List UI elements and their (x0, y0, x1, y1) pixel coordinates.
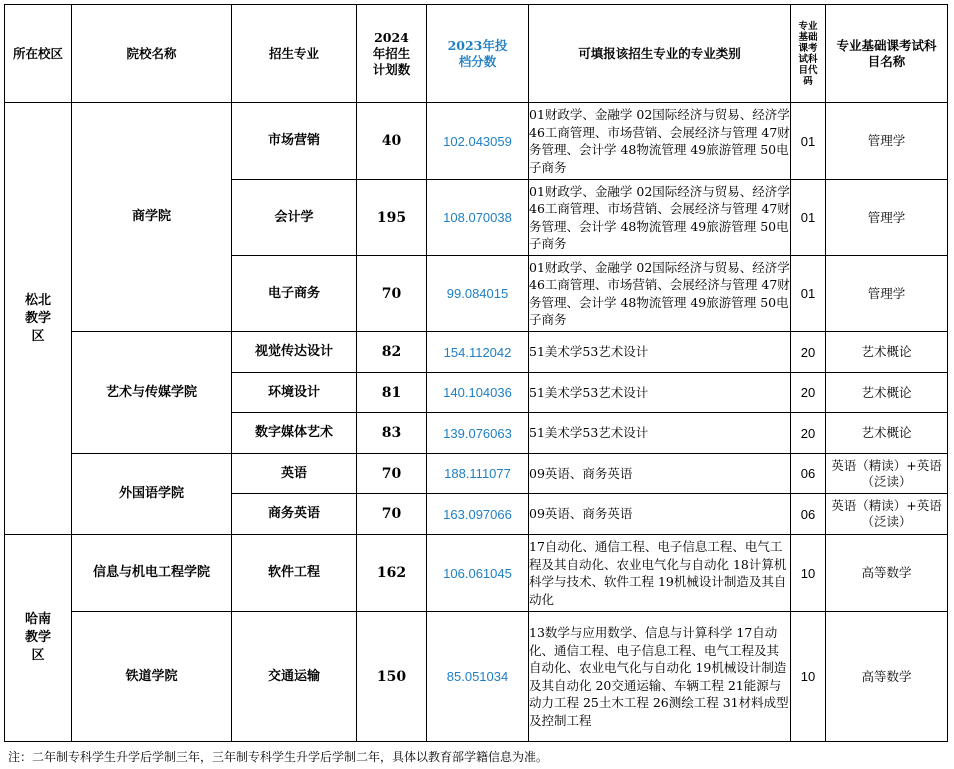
major-cell: 数字媒体艺术 (232, 413, 357, 454)
header-campus: 所在校区 (5, 5, 72, 103)
subject-cell: 高等数学 (826, 535, 948, 612)
header-categories: 可填报该招生专业的专业类别 (529, 5, 791, 103)
plan-cell: 40 (357, 103, 427, 180)
header-plan: 2024年招生计划数 (357, 5, 427, 103)
plan-cell: 81 (357, 373, 427, 413)
categories-cell: 13数学与应用数学、信息与计算科学 17自动化、通信工程、电子信息工程、电气工程及其自动化、农业电气化与自动化 19机械设计制造及其自动化 20交通运输、车辆工程 21能源与动力工程 25土木工程 26测绘工程 31材料成型及控制工程 (529, 612, 791, 742)
college-art: 艺术与传媒学院 (72, 332, 232, 454)
subject-cell: 高等数学 (826, 612, 948, 742)
major-cell: 视觉传达设计 (232, 332, 357, 373)
college-railway: 铁道学院 (72, 612, 232, 742)
categories-cell: 51美术学53艺术设计 (529, 373, 791, 413)
score-cell: 102.043059 (427, 103, 529, 180)
subject-cell: 艺术概论 (826, 373, 948, 413)
header-college: 院校名称 (72, 5, 232, 103)
footnote: 注：二年制专科学生升学后学制三年，三年制专科学生升学后学制二年，具体以教育部学籍信息为准。 (8, 750, 549, 764)
admissions-table (4, 4, 948, 742)
major-cell: 英语 (232, 454, 357, 494)
plan-cell: 83 (357, 413, 427, 454)
header-row (5, 5, 948, 103)
plan-cell: 70 (357, 454, 427, 494)
table-row (5, 103, 948, 180)
categories-cell: 17自动化、通信工程、电子信息工程、电气工程及其自动化、农业电气化与自动化 18计算机科学与技术、软件工程 19机械设计制造及其自动化 (529, 535, 791, 612)
categories-cell: 51美术学53艺术设计 (529, 332, 791, 373)
categories-cell: 01财政学、金融学 02国际经济与贸易、经济学 46工商管理、市场营销、会展经济与管理 47财务管理、会计学 48物流管理 49旅游管理 50电子商务 (529, 256, 791, 332)
campus-songbei: 松北教学区 (5, 103, 72, 535)
major-cell: 会计学 (232, 180, 357, 256)
major-cell: 市场营销 (232, 103, 357, 180)
table-row (5, 332, 948, 373)
subject-cell: 艺术概论 (826, 332, 948, 373)
score-cell: 139.076063 (427, 413, 529, 454)
score-cell: 154.112042 (427, 332, 529, 373)
code-cell: 20 (791, 332, 826, 373)
table-row (5, 612, 948, 742)
major-cell: 软件工程 (232, 535, 357, 612)
code-cell: 20 (791, 373, 826, 413)
categories-cell: 51美术学53艺术设计 (529, 413, 791, 454)
categories-cell: 09英语、商务英语 (529, 494, 791, 535)
score-cell: 188.111077 (427, 454, 529, 494)
plan-cell: 195 (357, 180, 427, 256)
subject-cell: 管理学 (826, 180, 948, 256)
header-score: 2023年投档分数 (427, 5, 529, 103)
college-info: 信息与机电工程学院 (72, 535, 232, 612)
categories-cell: 09英语、商务英语 (529, 454, 791, 494)
college-foreign: 外国语学院 (72, 454, 232, 535)
code-cell: 10 (791, 612, 826, 742)
plan-cell: 82 (357, 332, 427, 373)
subject-cell: 英语（精读）+英语（泛读） (826, 494, 948, 535)
code-cell: 06 (791, 454, 826, 494)
code-cell: 01 (791, 103, 826, 180)
header-subject: 专业基础课考试科目名称 (826, 5, 948, 103)
code-cell: 01 (791, 180, 826, 256)
code-cell: 01 (791, 256, 826, 332)
campus-hanan: 哈南教学区 (5, 535, 72, 742)
code-cell: 06 (791, 494, 826, 535)
plan-cell: 70 (357, 256, 427, 332)
major-cell: 商务英语 (232, 494, 357, 535)
subject-cell: 管理学 (826, 256, 948, 332)
categories-cell: 01财政学、金融学 02国际经济与贸易、经济学 46工商管理、市场营销、会展经济与管理 47财务管理、会计学 48物流管理 49旅游管理 50电子商务 (529, 103, 791, 180)
score-cell: 163.097066 (427, 494, 529, 535)
header-code: 专业基础课考试科目代码 (791, 5, 826, 103)
subject-cell: 英语（精读）+英语（泛读） (826, 454, 948, 494)
score-cell: 99.084015 (427, 256, 529, 332)
plan-cell: 162 (357, 535, 427, 612)
subject-cell: 艺术概论 (826, 413, 948, 454)
score-cell: 85.051034 (427, 612, 529, 742)
table-row (5, 535, 948, 612)
code-cell: 20 (791, 413, 826, 454)
major-cell: 电子商务 (232, 256, 357, 332)
header-major: 招生专业 (232, 5, 357, 103)
score-cell: 106.061045 (427, 535, 529, 612)
major-cell: 交通运输 (232, 612, 357, 742)
major-cell: 环境设计 (232, 373, 357, 413)
code-cell: 10 (791, 535, 826, 612)
score-cell: 108.070038 (427, 180, 529, 256)
score-cell: 140.104036 (427, 373, 529, 413)
college-business: 商学院 (72, 103, 232, 332)
categories-cell: 01财政学、金融学 02国际经济与贸易、经济学 46工商管理、市场营销、会展经济与管理 47财务管理、会计学 48物流管理 49旅游管理 50电子商务 (529, 180, 791, 256)
plan-cell: 70 (357, 494, 427, 535)
table-row (5, 454, 948, 494)
plan-cell: 150 (357, 612, 427, 742)
subject-cell: 管理学 (826, 103, 948, 180)
